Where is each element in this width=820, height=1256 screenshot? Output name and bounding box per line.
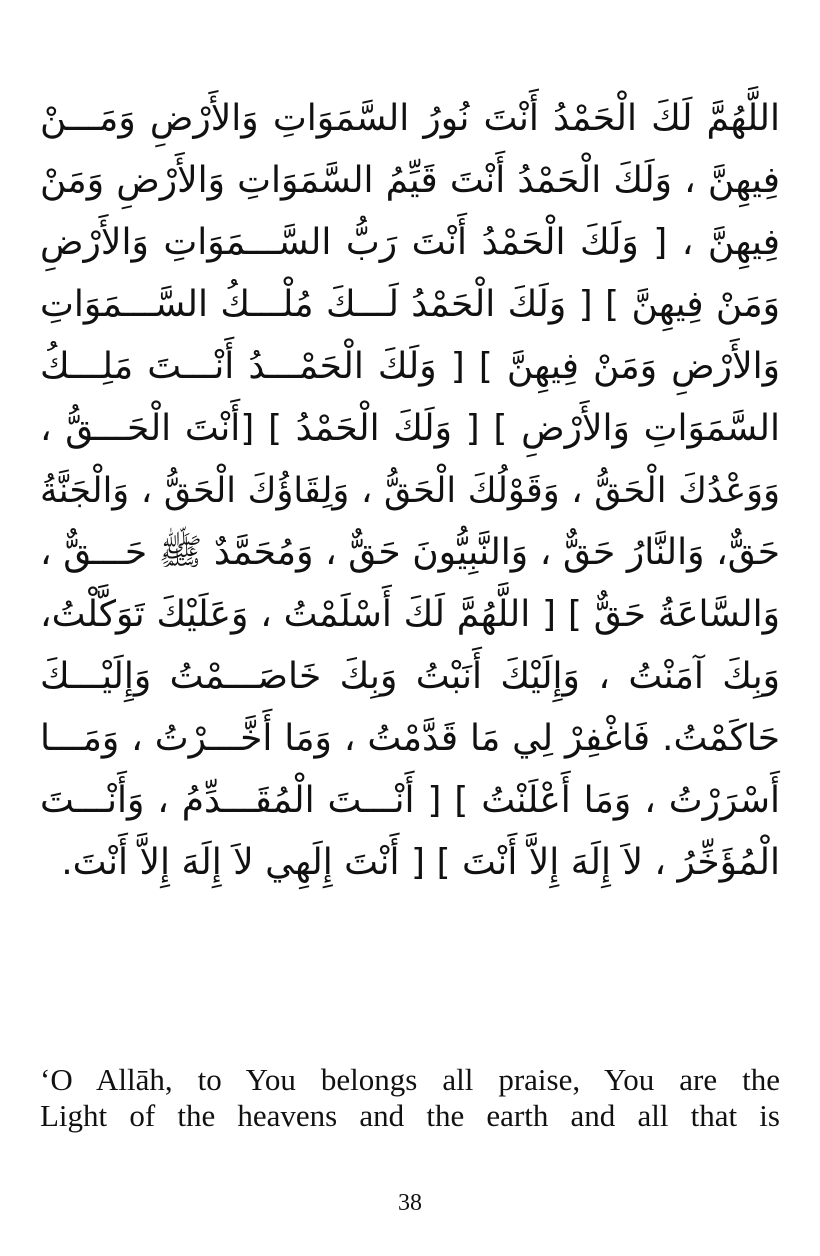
arabic-text-block [40, 88, 780, 894]
arabic-line-12: أَسْرَرْتُ ، وَمَا أَعْلَنْتُ ] [ أَنْـــتَ الْمُقَـــدِّمُ ، وَأَنْـــتَ [40, 780, 780, 821]
arabic-line-1: اللَّهُمَّ لَكَ الْحَمْدُ أَنْتَ نُورُ السَّمَوَاتِ وَالأَرْضِ وَمَـــنْ [40, 98, 780, 139]
arabic-line-11: حَاكَمْتُ. فَاغْفِرْ لِي مَا قَدَّمْتُ ، وَمَا أَخَّـــرْتُ ، وَمَـــا [40, 718, 780, 759]
english-line-1: ‘O Allāh, to You belongs all praise, You are the [40, 1062, 780, 1097]
english-line-2: Light of the heavens and the earth and all that is [40, 1098, 780, 1133]
arabic-line-6: السَّمَوَاتِ وَالأَرْضِ ] [ وَلَكَ الْحَمْدُ ] [أَنْتَ الْحَـــقُّ ، [40, 408, 780, 449]
arabic-line-7: وَوَعْدُكَ الْحَقُّ ، وَقَوْلُكَ الْحَقُّ ، وَلِقَاؤُكَ الْحَقُّ ، وَالْجَنَّةُ [40, 471, 780, 511]
page-number: 38 [398, 1190, 422, 1216]
arabic-line-5: وَالأَرْضِ وَمَنْ فِيهِنَّ ] [ وَلَكَ الْحَمْـــدُ أَنْـــتَ مَلِـــكُ [40, 346, 780, 387]
arabic-line-2: فِيهِنَّ ، وَلَكَ الْحَمْدُ أَنْتَ قَيِّمُ السَّمَوَاتِ وَالأَرْضِ وَمَنْ [40, 160, 780, 201]
arabic-line-9: وَالسَّاعَةُ حَقٌّ ] [ اللَّهُمَّ لَكَ أَسْلَمْتُ ، وَعَلَيْكَ تَوَكَّلْتُ، [40, 594, 780, 635]
arabic-line-8: حَقٌّ، وَالنَّارُ حَقٌّ ، وَالنَّبِيُّونَ حَقٌّ ، وَمُحَمَّدٌ ﷺ حَـــقٌّ ، [40, 532, 780, 573]
english-translation-block [40, 1062, 780, 1134]
arabic-line-3: فِيهِنَّ ، [ وَلَكَ الْحَمْدُ أَنْتَ رَبُّ السَّـــمَوَاتِ وَالأَرْضِ [40, 222, 780, 263]
arabic-line-4: وَمَنْ فِيهِنَّ ] [ وَلَكَ الْحَمْدُ لَـــكَ مُلْـــكُ السَّـــمَوَاتِ [40, 284, 780, 325]
arabic-line-13: الْمُؤَخِّرُ ، لاَ إِلَهَ إِلاَّ أَنْتَ ] [ أَنْتَ إِلَهِي لاَ إِلَهَ إِلاَّ أَنْتَ. [61, 842, 780, 883]
arabic-line-10: وَبِكَ آمَنْتُ ، وَإِلَيْكَ أَنَبْتُ وَبِكَ خَاصَـــمْتُ وَإِلَيْـــكَ [40, 656, 780, 697]
